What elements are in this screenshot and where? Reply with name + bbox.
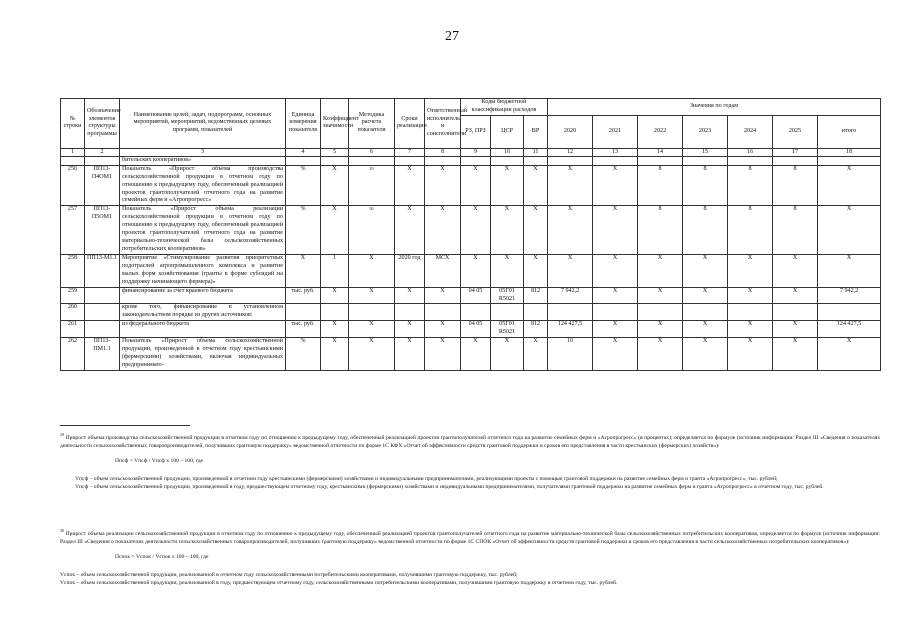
table-cell: Х bbox=[728, 338, 773, 371]
table-cell: финансирование за счет краевого бюджета bbox=[120, 287, 286, 304]
table-cell: Х bbox=[638, 338, 683, 371]
header-total: итого bbox=[818, 115, 881, 148]
table-cell: Показатель «Прирост объема производства сельскохозяйственной продукции в отчетном году по отношению к предыдущему году, обеспеченный реализацией проектов грантополучателей отчетного года на развитие семейных ферм и «Агропрогресс» bbox=[120, 165, 286, 206]
table-cell: Показатель «Прирост объема реализации сельскохозяйственной продукции в отчетном году по отношению к предыдущему году, обеспеченный реализацией проектов грантополучателей отчетного года на развитие материально-технической базы сельскохозяйственных потребительских кооперативов» bbox=[120, 206, 286, 255]
footnote-ref: 29 bbox=[369, 165, 374, 171]
table-cell: 04 05 bbox=[461, 287, 491, 304]
column-number: 12 bbox=[548, 148, 593, 156]
table-cell: 8 bbox=[638, 165, 683, 206]
table-cell bbox=[683, 304, 728, 321]
table-cell: Х bbox=[593, 206, 638, 255]
table-cell: Х bbox=[491, 206, 524, 255]
continuation-row bbox=[61, 156, 881, 165]
table-cell: 8 bbox=[773, 206, 818, 255]
table-cell: 260 bbox=[61, 304, 85, 321]
table-cell: Х bbox=[321, 321, 349, 338]
table-cell: Х bbox=[593, 287, 638, 304]
table-row bbox=[61, 304, 881, 321]
table-cell bbox=[395, 304, 425, 321]
table-cell: Х bbox=[548, 254, 593, 287]
definition: Vпсф – объем сельскохозяйственной продукции, произведенной в отчетном году крестьянскими (фермерскими) хозяйствами и индивидуальными предпринимателями, реализующими проекты с помощью грантовой поддержки на развитие семейных ферм и гранта «Агропрогресс», тыс. рублей; bbox=[75, 476, 778, 483]
table-cell: из федерального бюджета bbox=[120, 321, 286, 338]
table-cell: Х bbox=[425, 206, 461, 255]
program-table bbox=[60, 98, 881, 371]
table-cell: Х bbox=[461, 338, 491, 371]
column-number: 8 bbox=[425, 148, 461, 156]
table-cell: Х bbox=[491, 254, 524, 287]
formula: Пспок = Vспок / Vспок x 100 – 100, где bbox=[115, 554, 209, 561]
table-cell: Х bbox=[683, 287, 728, 304]
table-cell bbox=[548, 304, 593, 321]
table-cell bbox=[638, 304, 683, 321]
table-cell: 256 bbox=[61, 165, 85, 206]
table-row bbox=[61, 287, 881, 304]
header-year: 2021 bbox=[593, 115, 638, 148]
table-cell: 05Г01 R5021 bbox=[491, 321, 524, 338]
column-number: 11 bbox=[524, 148, 548, 156]
table-cell: Х bbox=[425, 338, 461, 371]
table-cell: Х bbox=[349, 254, 395, 287]
table-cell: ПП13-П4ОМ1 bbox=[85, 165, 120, 206]
header-year: 2022 bbox=[638, 115, 683, 148]
table-cell: Х bbox=[491, 165, 524, 206]
table-cell: 8 bbox=[683, 165, 728, 206]
table-cell: Х bbox=[593, 321, 638, 338]
table-cell: Х bbox=[548, 165, 593, 206]
table-cell: Х bbox=[395, 287, 425, 304]
table-cell: ПП13-ПМ1.1 bbox=[85, 338, 120, 371]
table-cell bbox=[491, 304, 524, 321]
footnote-text: Прирост объема производства сельскохозяйственной продукции в отчетном году по отношению к предыдущему году, обеспеченный реализацией проектов грантополучателей отчетного года на развитие семейных ферм и «Агропрогресс» (в процентах); определяется по формуле (источник информации: Раздел III «Сведения о показателях деятельности сельскохозяйственных товаропроизводителей, получивших грантовую поддержку» ведомственной отчетности по форме 1С КФХ «Отчет об эффективности средств грантовой поддержки и сроков его представления в части крестьянских (фермерских) хозяйств»): bbox=[60, 434, 880, 449]
table-cell bbox=[286, 304, 321, 321]
table-cell: ПП13-П5ОМ1 bbox=[85, 206, 120, 255]
table-row bbox=[61, 165, 881, 206]
footnote-mark: 30 bbox=[60, 528, 64, 533]
table-cell: Х bbox=[395, 165, 425, 206]
table-cell: Х bbox=[818, 165, 881, 206]
table-cell: Х bbox=[286, 254, 321, 287]
table-cell bbox=[593, 304, 638, 321]
column-number: 6 bbox=[349, 148, 395, 156]
table-cell: Х bbox=[425, 165, 461, 206]
table-cell bbox=[818, 304, 881, 321]
table-cell: Х bbox=[773, 254, 818, 287]
table-cell: 259 bbox=[61, 287, 85, 304]
table-cell: Х bbox=[593, 254, 638, 287]
header-values-group: Значения по годам bbox=[548, 99, 881, 116]
header-vr: ВР bbox=[524, 115, 548, 148]
definition: Vпсф – объем сельскохозяйственной продукции, произведенной в году, предшествующем отчетному году, крестьянскими (фермерскими) хозяйствами и индивидуальными предпринимателями, получателями грантовой поддержки на развитие семейных ферм и гранта «Агропрогресс» в отчетном году, тыс. рублей. bbox=[75, 484, 824, 491]
table-cell: Х bbox=[818, 254, 881, 287]
table-cell: % bbox=[286, 338, 321, 371]
table-cell: Х bbox=[728, 254, 773, 287]
formula: Ппсф = Vпсф / Vпсф x 100 – 100, где bbox=[115, 458, 204, 465]
table-cell bbox=[349, 165, 395, 206]
table-cell bbox=[773, 304, 818, 321]
table-cell: % bbox=[286, 206, 321, 255]
table-cell: Х bbox=[491, 338, 524, 371]
table-cell: Х bbox=[461, 254, 491, 287]
column-number: 3 bbox=[120, 148, 286, 156]
table-cell: Показатель «Прирост объема сельскохозяйственной продукции, произведенной в отчетном году крестьянскими (фермерскими) хозяйствами, включая индивидуальных предпринимате- bbox=[120, 338, 286, 371]
column-number: 4 bbox=[286, 148, 321, 156]
table-cell bbox=[85, 321, 120, 338]
table-cell: 1 bbox=[321, 254, 349, 287]
table-cell: Х bbox=[593, 338, 638, 371]
table-cell: Х bbox=[638, 321, 683, 338]
table-cell: Х bbox=[638, 254, 683, 287]
table-cell: 124 427,5 bbox=[818, 321, 881, 338]
header-rz: РЗ, ПРЗ bbox=[461, 115, 491, 148]
column-number: 14 bbox=[638, 148, 683, 156]
table-cell: Х bbox=[321, 165, 349, 206]
table-cell: 261 bbox=[61, 321, 85, 338]
footnote-30 bbox=[60, 528, 880, 587]
table-cell: Х bbox=[524, 254, 548, 287]
header-executor: Ответственный исполнитель и соисполнители bbox=[425, 99, 461, 149]
table-cell: 257 bbox=[61, 206, 85, 255]
table-cell: Х bbox=[395, 321, 425, 338]
table-cell: Х bbox=[349, 338, 395, 371]
column-numbers-row bbox=[61, 148, 881, 156]
column-number: 9 bbox=[461, 148, 491, 156]
table-cell: Х bbox=[461, 206, 491, 255]
table-cell: Х bbox=[638, 287, 683, 304]
table-cell: Х bbox=[548, 206, 593, 255]
table-cell bbox=[425, 304, 461, 321]
table-cell: 812 bbox=[524, 287, 548, 304]
table-cell: Х bbox=[321, 206, 349, 255]
table-cell: Х bbox=[461, 165, 491, 206]
table-cell: Х bbox=[683, 254, 728, 287]
column-number: 2 bbox=[85, 148, 120, 156]
table-cell bbox=[321, 304, 349, 321]
header-year: 2023 bbox=[683, 115, 728, 148]
header-coef: Коэффициент значимости bbox=[321, 99, 349, 149]
header-csr: ЦСР bbox=[491, 115, 524, 148]
page-number: 27 bbox=[445, 29, 459, 44]
table-cell: Х bbox=[425, 287, 461, 304]
table-cell bbox=[85, 287, 120, 304]
footnote-separator bbox=[60, 425, 190, 426]
footnote-29 bbox=[60, 432, 880, 491]
header-method: Методика расчета показателя bbox=[349, 99, 395, 149]
header-year: 2020 bbox=[548, 115, 593, 148]
header-num: № строки bbox=[61, 99, 85, 149]
table-cell: Х bbox=[728, 321, 773, 338]
table-cell: Х bbox=[773, 321, 818, 338]
table-cell: Х bbox=[395, 338, 425, 371]
table-cell bbox=[524, 304, 548, 321]
column-number: 1 bbox=[61, 148, 85, 156]
column-number: 5 bbox=[321, 148, 349, 156]
column-number: 10 bbox=[491, 148, 524, 156]
table-cell: Х bbox=[683, 338, 728, 371]
table-cell: Х bbox=[395, 206, 425, 255]
table-cell: Х bbox=[425, 321, 461, 338]
table-cell: 05Г01 R5021 bbox=[491, 287, 524, 304]
table-cell: 8 bbox=[728, 206, 773, 255]
table-cell: 8 bbox=[773, 165, 818, 206]
table-cell bbox=[728, 304, 773, 321]
table-cell: 812 bbox=[524, 321, 548, 338]
header-term: Сроки реализации bbox=[395, 99, 425, 149]
header-year: 2025 bbox=[773, 115, 818, 148]
table-cell: 2020 год bbox=[395, 254, 425, 287]
table-row bbox=[61, 338, 881, 371]
header-code: Обозначение элементов структуры программы bbox=[85, 99, 120, 149]
table-cell: 124 427,5 bbox=[548, 321, 593, 338]
table-body bbox=[61, 148, 881, 370]
header-name: Наименование целей, задач, подпрограмм, основных мероприятий, мероприятий, ведомственных целевых программ, показателей bbox=[120, 99, 286, 149]
table-cell: Х bbox=[524, 206, 548, 255]
table-cell: 7 942,2 bbox=[818, 287, 881, 304]
column-number: 18 bbox=[818, 148, 881, 156]
table-cell bbox=[349, 304, 395, 321]
table-cell: тыс. руб. bbox=[286, 287, 321, 304]
table-cell: МСХ bbox=[425, 254, 461, 287]
header-unit: Единица измерения показателя bbox=[286, 99, 321, 149]
table-cell: Х bbox=[349, 287, 395, 304]
table-cell: Х bbox=[321, 287, 349, 304]
table-cell: Х bbox=[773, 338, 818, 371]
table-cell: 8 bbox=[683, 206, 728, 255]
footnote-ref: 30 bbox=[369, 206, 374, 212]
table-cell: тыс. руб. bbox=[286, 321, 321, 338]
table-cell: Х bbox=[683, 321, 728, 338]
header-budget-group: Коды бюджетной классификации расходов bbox=[461, 99, 548, 116]
table-cell bbox=[349, 206, 395, 255]
table-cell: Х bbox=[321, 338, 349, 371]
table-row bbox=[61, 254, 881, 287]
table-cell: Х bbox=[818, 206, 881, 255]
table-cell: кроме того, финансирование в установленном законодательством порядке из других источников: bbox=[120, 304, 286, 321]
definition: Vспок – объем сельскохозяйственной продукции, реализованной в отчетном году сельскохозяйственными потребительскими кооперативами, получившими грантовую поддержку, тыс. рублей; bbox=[60, 572, 518, 579]
table-cell: ПП13-М1.1 bbox=[85, 254, 120, 287]
table-cell: Х bbox=[773, 287, 818, 304]
table-cell: Х bbox=[728, 287, 773, 304]
table-cell: 262 bbox=[61, 338, 85, 371]
footnote-text: Прирост объема реализации сельскохозяйственной продукции в отчетном году по отношению к предыдущему году, обеспеченный реализацией проектов грантополучателей отчетного года на развитие материально-технической базы сельскохозяйственных потребительских кооперативов, определяется по формуле (источник информации: Раздел III «Сведения о показателях деятельности сельскохозяйственных товаропроизводителей, получивших грантовую поддержку» ведомственной отчетности по форме 1С СПОК «Отчет об эффективности средств грантовой поддержки и сроков его представления в части сельскохозяйственных потребительских кооперативов»): bbox=[60, 530, 880, 545]
table-cell: 04 05 bbox=[461, 321, 491, 338]
table-cell: 10 bbox=[548, 338, 593, 371]
table-cell bbox=[461, 304, 491, 321]
column-number: 13 bbox=[593, 148, 638, 156]
column-number: 15 bbox=[683, 148, 728, 156]
column-number: 16 bbox=[728, 148, 773, 156]
column-number: 7 bbox=[395, 148, 425, 156]
header-year: 2024 bbox=[728, 115, 773, 148]
table-cell: 7 942,2 bbox=[548, 287, 593, 304]
table-cell: Х bbox=[524, 338, 548, 371]
table-cell: 8 bbox=[728, 165, 773, 206]
table-cell bbox=[85, 304, 120, 321]
definition: Vспок – объем сельскохозяйственной продукции, реализованной в году, предшествующем отчетному году, сельскохозяйственными потребительскими кооперативами, получившими грантовую поддержку в отчетном году, тыс. рублей. bbox=[60, 580, 618, 587]
continuation-text: бительских кооперативов» bbox=[120, 156, 286, 165]
table-cell: Х bbox=[349, 321, 395, 338]
table-cell: Х bbox=[818, 338, 881, 371]
table-cell: 258 bbox=[61, 254, 85, 287]
table-cell: 8 bbox=[638, 206, 683, 255]
table-cell: Х bbox=[593, 165, 638, 206]
table-cell: Мероприятие «Стимулирование развития приоритетных подотраслей агропромышленного комплекса и развитие малых форм хозяйствования (гранты в форме субсидий на поддержку начинающего фермера)» bbox=[120, 254, 286, 287]
table-row bbox=[61, 206, 881, 255]
column-number: 17 bbox=[773, 148, 818, 156]
table-cell: % bbox=[286, 165, 321, 206]
footnote-mark: 29 bbox=[60, 432, 64, 437]
table-row bbox=[61, 321, 881, 338]
table-cell: Х bbox=[524, 165, 548, 206]
